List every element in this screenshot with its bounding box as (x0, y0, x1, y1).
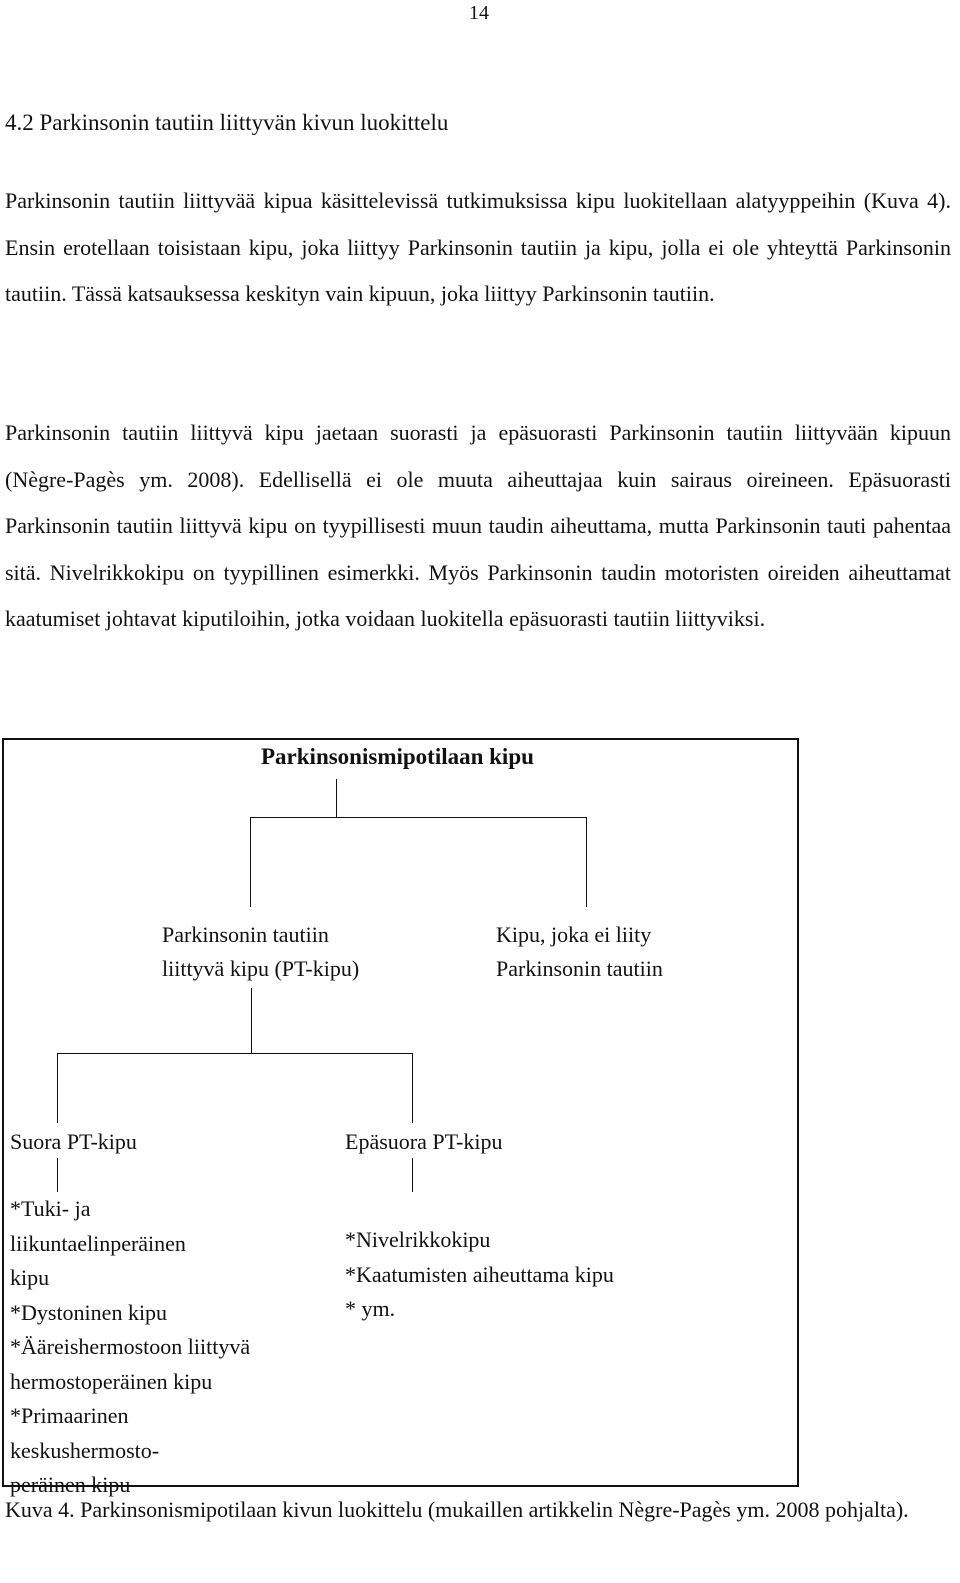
list-item: kipu (10, 1265, 50, 1290)
connector-pt-bar (57, 1053, 413, 1054)
list-item: *Ääreishermostoon liittyvä (10, 1334, 251, 1359)
node-pt-kipu-line-2: liittyvä kipu (PT-kipu) (162, 956, 360, 981)
connector-branch-bar (250, 817, 587, 818)
paragraph-1 (5, 178, 951, 318)
list-item: *Kaatumisten aiheuttama kipu (345, 1261, 614, 1287)
list-item: * ym. (345, 1296, 396, 1321)
connector-direct-list (57, 1158, 58, 1192)
section-heading: 4.2 Parkinsonin tautiin liittyvän kivun luokittelu (5, 110, 449, 135)
list-item: liikuntaelinperäinen (10, 1230, 186, 1256)
diagram-root-node: Parkinsonismipotilaan kipu (261, 744, 534, 769)
list-item: keskushermosto- (10, 1437, 160, 1463)
list-item: *Primaarinen (10, 1403, 129, 1428)
list-item: *Tuki- ja (10, 1196, 91, 1221)
paragraph-2-text: Parkinsonin tautiin liittyvä kipu jaetaan suorasti ja epäsuorasti Parkinsonin tautiin liittyvään kipuun (Nègre-Pagès ym. 2008). Edellisellä ei ole muuta aiheuttajaa kuin sairaus oireineen. Epäsuorasti Parkinsonin tautiin liittyvä kipu on tyypillisesti muun taudin aiheuttama, mutta Parkinsonin tauti pahentaa sitä. Nivelrikkokipu on tyypillinen esimerkki. Myös Parkinsonin taudin motoristen oireiden aiheuttamat kaatumiset johtavat kiputiloihin, jotka voidaan luokitella epäsuorasti tautiin liittyviksi. (5, 420, 951, 631)
paragraph-1-text: Parkinsonin tautiin liittyvää kipua käsittelevissä tutkimuksissa kipu luokitellaan alatyyppeihin (Kuva 4). Ensin erotellaan toisistaan kipu, joka liittyy Parkinsonin tautiin ja kipu, jolla ei ole yhteyttä Parkinsonin tautiin. Tässä katsauksessa keskityn vain kipuun, joka liittyy Parkinsonin tautiin. (5, 188, 951, 306)
figure-caption (5, 1489, 951, 1531)
list-item: hermostoperäinen kipu (10, 1368, 213, 1394)
node-pt-kipu (162, 918, 359, 986)
node-non-pt-kipu-line-1: Kipu, joka ei liity (496, 922, 652, 947)
connector-pt-down (251, 988, 252, 1053)
paragraph-2 (5, 410, 951, 643)
list-item: peräinen kipu (10, 1472, 131, 1497)
connector-root-down (336, 779, 337, 817)
indirect-pain-list (345, 1223, 614, 1327)
node-suora-pt-kipu: Suora PT-kipu (10, 1129, 137, 1154)
direct-pain-list (10, 1192, 250, 1503)
node-non-pt-kipu (496, 918, 663, 986)
node-non-pt-kipu-line-2: Parkinsonin tautiin (496, 956, 663, 981)
figure-caption-text: Kuva 4. Parkinsonismipotilaan kivun luokittelu (mukaillen artikkelin Nègre-Pagès ym. 2008 pohjalta). (5, 1497, 909, 1522)
connector-right-down (586, 817, 587, 907)
node-epasuora-pt-kipu: Epäsuora PT-kipu (345, 1129, 503, 1154)
connector-indirect-down (412, 1053, 413, 1123)
connector-left-down (250, 817, 251, 907)
list-item: *Nivelrikkokipu (345, 1227, 491, 1252)
page-number: 14 (469, 2, 489, 24)
connector-indirect-list (412, 1158, 413, 1192)
list-item: *Dystoninen kipu (10, 1299, 168, 1325)
node-pt-kipu-line-1: Parkinsonin tautiin (162, 922, 329, 947)
connector-direct-down (57, 1053, 58, 1123)
